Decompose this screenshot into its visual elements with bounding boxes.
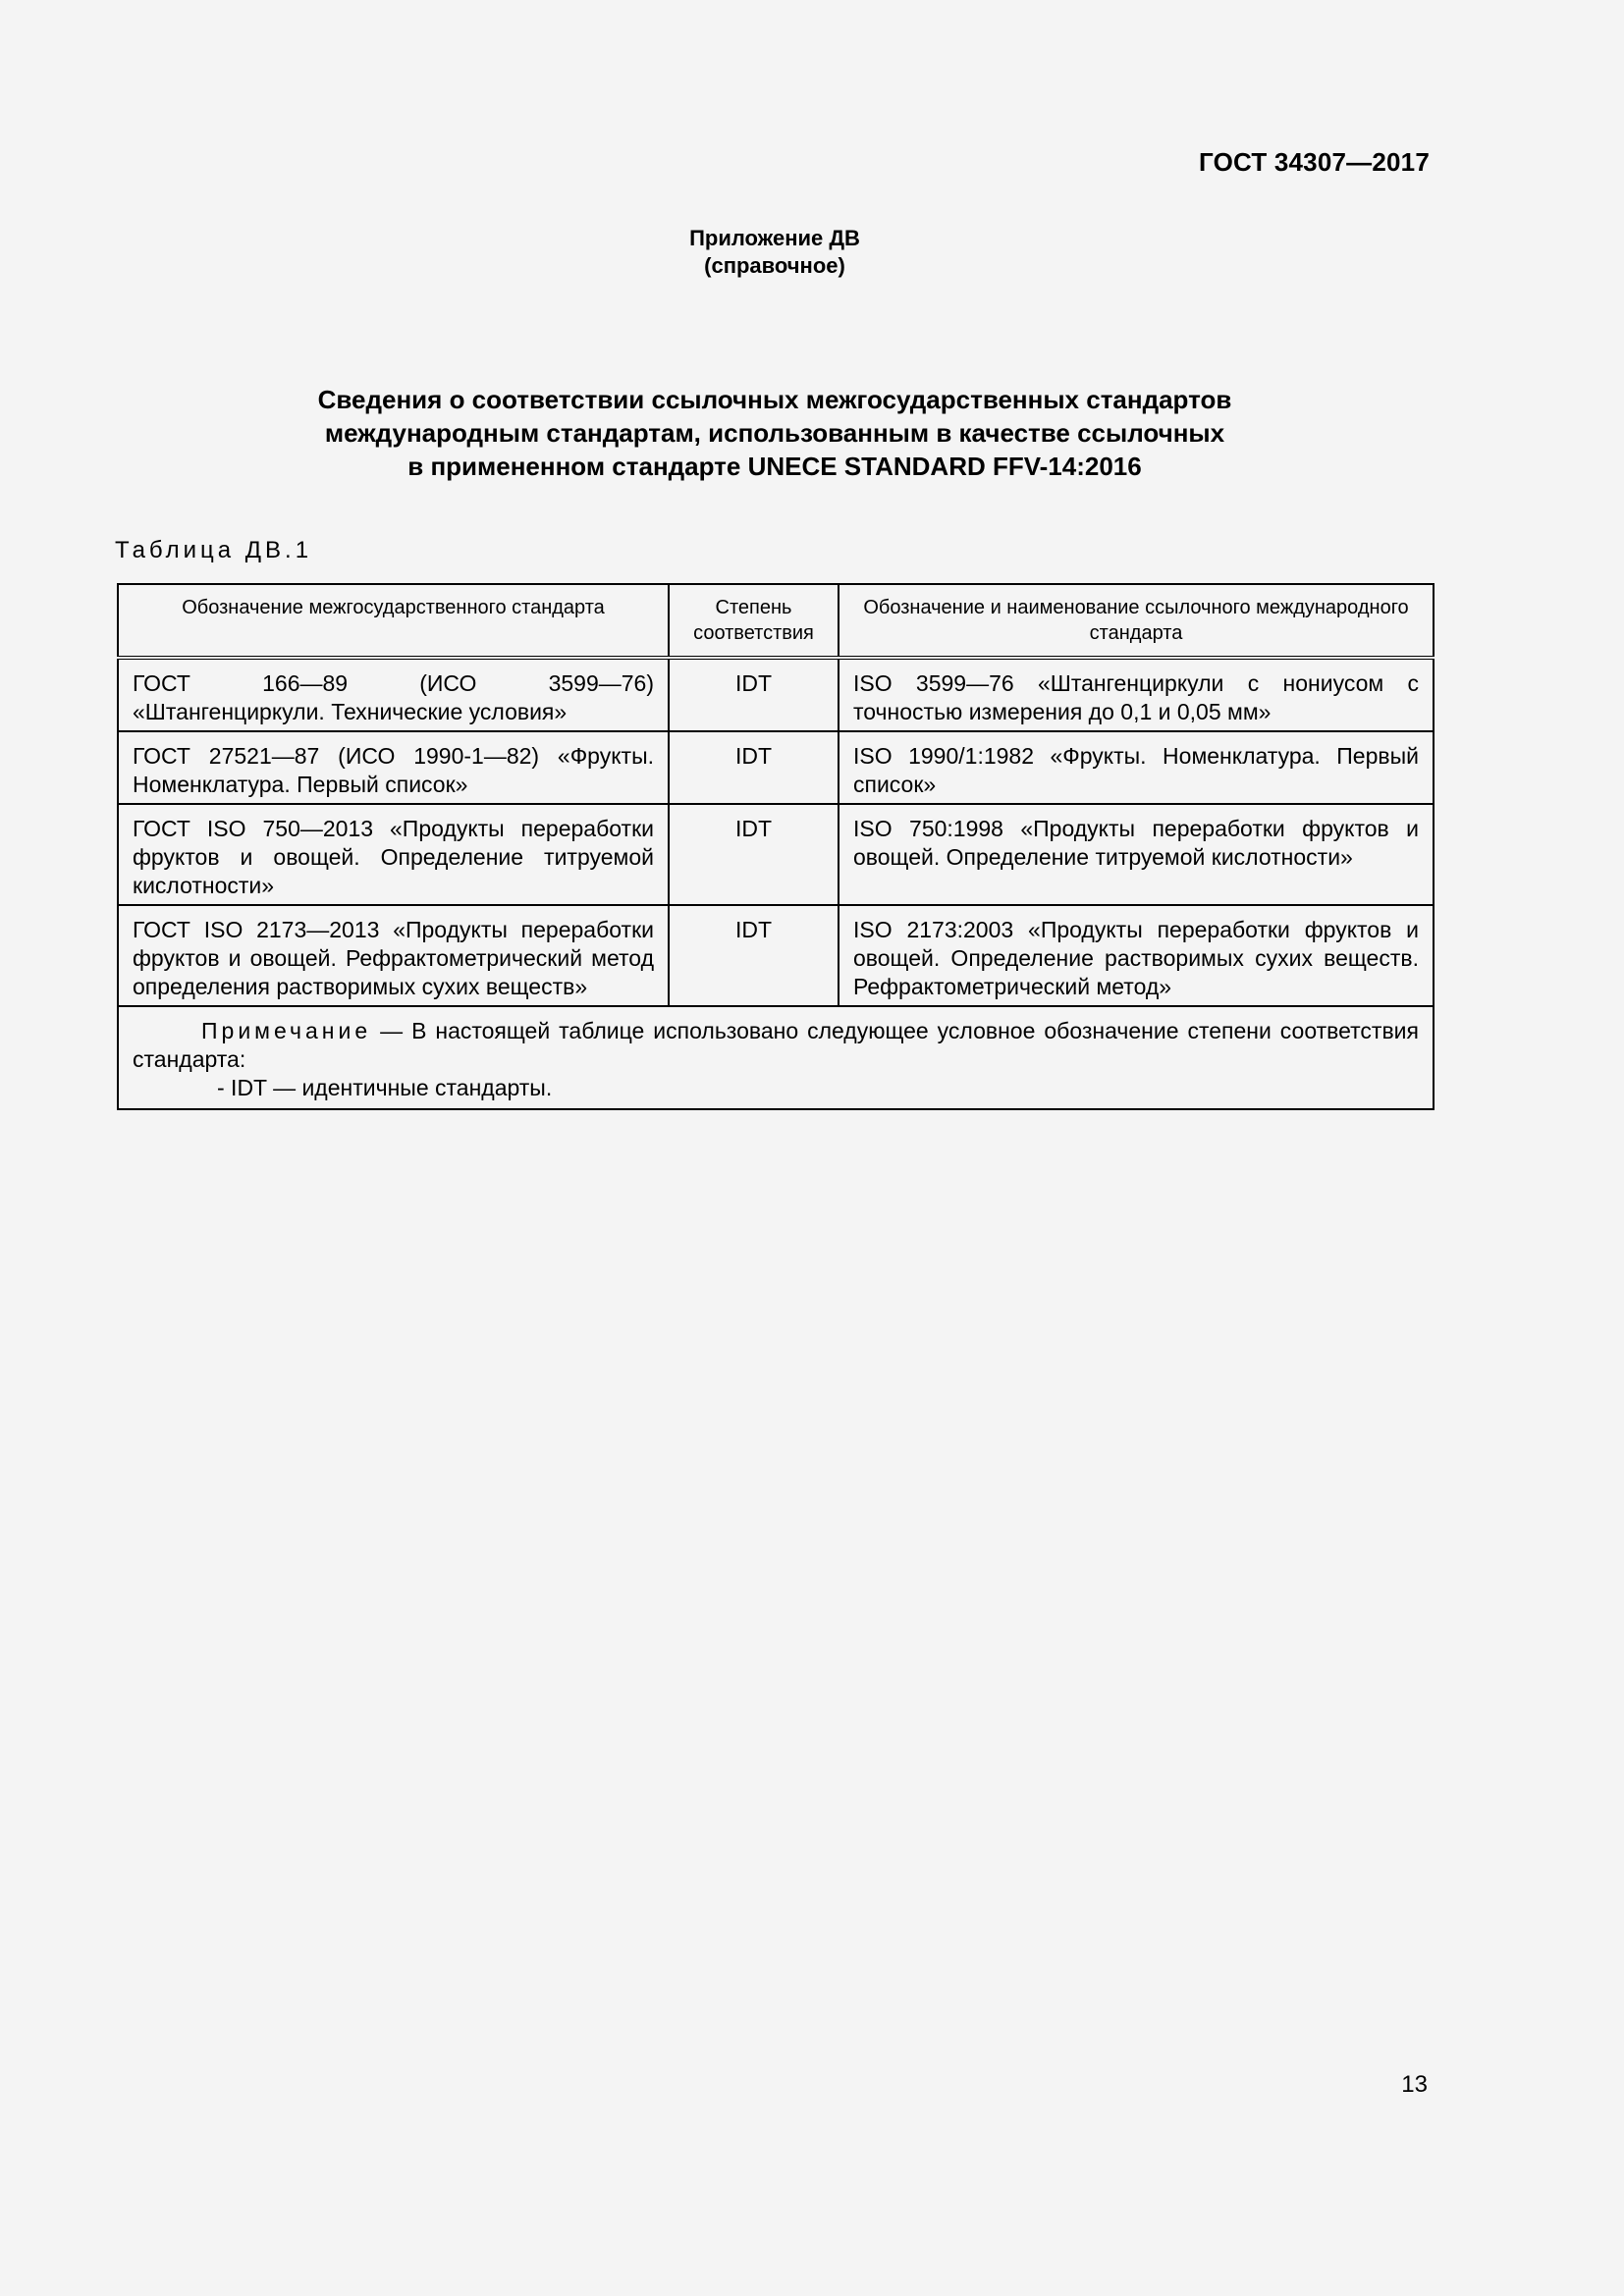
appendix-title: Приложение ДВ [689,226,860,250]
appendix-kind: (справочное) [704,253,845,278]
section-title [117,383,1433,483]
note-list-item: - IDT — идентичные стандарты. [217,1075,553,1100]
note-text-block [133,1017,1419,1074]
note-label: Примечание [201,1018,372,1043]
section-title-line: в примененном стандарте UNECE STANDARD FFV-14:2016 [407,452,1142,481]
table-row [118,905,1434,1006]
appendix-heading [0,225,1549,280]
note-text: — В настоящей таблице использовано следующее условное обозначение степени соответствия стандарта: [133,1018,1419,1072]
cell-degree: IDT [669,731,839,804]
section-title-line: международным стандартам, использованным в качестве ссылочных [324,418,1225,448]
page-number: 13 [1401,2071,1428,2098]
table-note-row [118,1006,1434,1109]
table-row [118,804,1434,905]
cell-gost: ГОСТ 166—89 (ИСО 3599—76) «Штангенциркули. Технические условия» [118,658,669,731]
cell-intl: ISO 750:1998 «Продукты переработки фруктов и овощей. Определение титруемой кислотности» [839,804,1434,905]
table-note [118,1006,1434,1109]
cell-intl: ISO 2173:2003 «Продукты переработки фруктов и овощей. Определение растворимых сухих веществ. Рефрактометрический метод» [839,905,1434,1006]
cell-gost: ГОСТ 27521—87 (ИСО 1990-1—82) «Фрукты. Номенклатура. Первый список» [118,731,669,804]
cell-degree: IDT [669,658,839,731]
table-header-row [118,584,1434,658]
column-header-degree: Степень соответствия [669,584,839,658]
cell-gost: ГОСТ ISO 750—2013 «Продукты переработки фруктов и овощей. Определение титруемой кислотности» [118,804,669,905]
document-number: ГОСТ 34307—2017 [1199,147,1430,177]
column-header-gost: Обозначение межгосударственного стандарта [118,584,669,658]
section-title-line: Сведения о соответствии ссылочных межгосударственных стандартов [317,385,1232,414]
table-row [118,658,1434,731]
references-table [117,583,1435,1110]
table-label: Таблица ДВ.1 [115,537,313,563]
cell-gost: ГОСТ ISO 2173—2013 «Продукты переработки фруктов и овощей. Рефрактометрический метод определения растворимых сухих веществ» [118,905,669,1006]
cell-degree: IDT [669,905,839,1006]
cell-intl: ISO 1990/1:1982 «Фрукты. Номенклатура. Первый список» [839,731,1434,804]
cell-intl: ISO 3599—76 «Штангенциркули с нониусом с точностью измерения до 0,1 и 0,05 мм» [839,658,1434,731]
column-header-intl: Обозначение и наименование ссылочного международного стандарта [839,584,1434,658]
cell-degree: IDT [669,804,839,905]
table-row [118,731,1434,804]
